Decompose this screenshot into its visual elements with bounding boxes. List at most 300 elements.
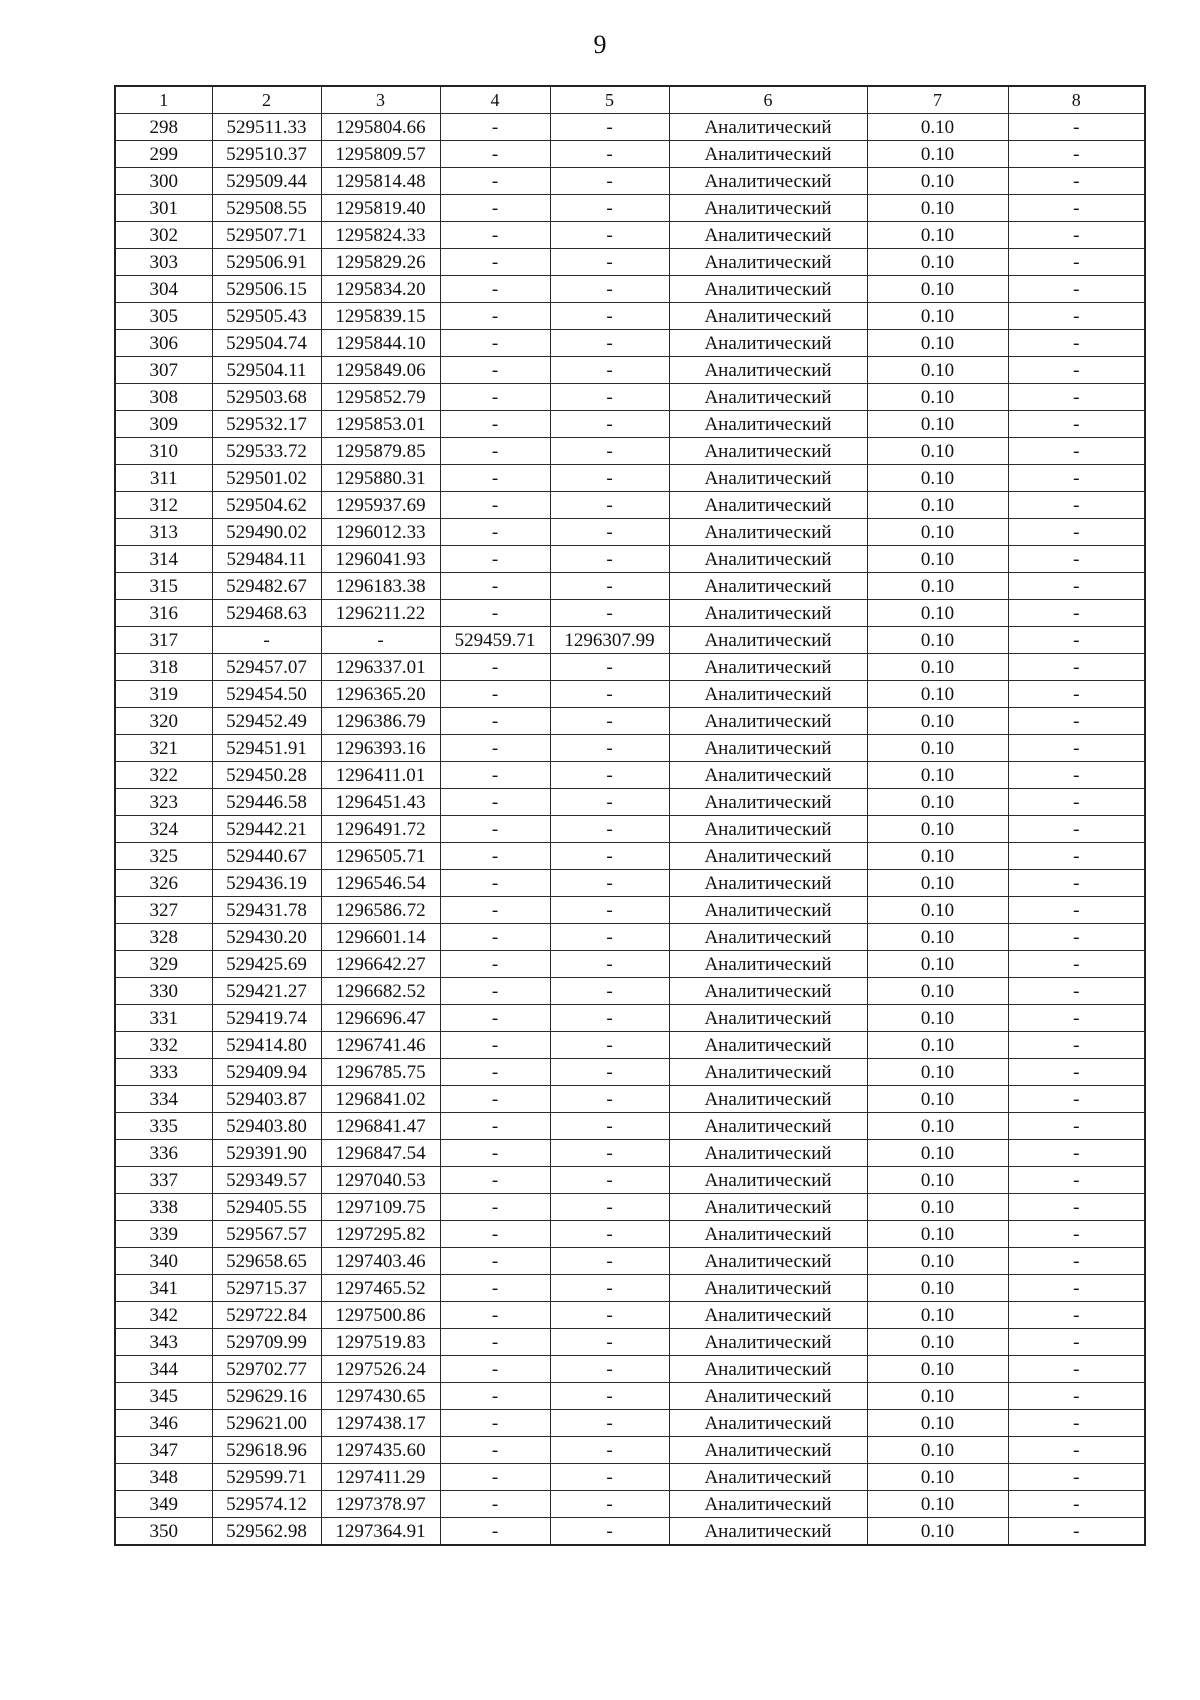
table-cell-col-4: - (440, 438, 550, 465)
table-cell-col-1: 323 (115, 789, 212, 816)
table-cell-col-6: Аналитический (669, 1491, 867, 1518)
table-cell-col-6: Аналитический (669, 492, 867, 519)
table-cell-col-6: Аналитический (669, 762, 867, 789)
table-cell-col-2: 529709.99 (212, 1329, 321, 1356)
table-cell-col-6: Аналитический (669, 411, 867, 438)
table-cell-col-1: 326 (115, 870, 212, 897)
table-cell-col-5: - (550, 1194, 669, 1221)
table-cell-col-3: 1296601.14 (321, 924, 440, 951)
table-cell-col-5: - (550, 222, 669, 249)
table-cell-col-3: 1296642.27 (321, 951, 440, 978)
table-cell-col-8: - (1008, 384, 1145, 411)
table-cell-col-1: 314 (115, 546, 212, 573)
table-cell-col-5: - (550, 357, 669, 384)
table-cell-col-5: - (550, 303, 669, 330)
table-cell-col-4: - (440, 924, 550, 951)
table-cell-col-8: - (1008, 1221, 1145, 1248)
table-cell-col-8: - (1008, 141, 1145, 168)
table-cell-col-6: Аналитический (669, 465, 867, 492)
table-cell-col-7: 0.10 (867, 546, 1008, 573)
table-row (115, 438, 1145, 465)
table-cell-col-6: Аналитический (669, 357, 867, 384)
table-cell-col-4: - (440, 1140, 550, 1167)
table-cell-col-4: - (440, 276, 550, 303)
table-cell-col-3: 1295824.33 (321, 222, 440, 249)
table-cell-col-3: 1297435.60 (321, 1437, 440, 1464)
table-cell-col-6: Аналитический (669, 654, 867, 681)
table-cell-col-3: 1295809.57 (321, 141, 440, 168)
table-cell-col-4: - (440, 1194, 550, 1221)
table-cell-col-6: Аналитический (669, 816, 867, 843)
table-cell-col-2: 529503.68 (212, 384, 321, 411)
table-cell-col-6: Аналитический (669, 1059, 867, 1086)
table-cell-col-7: 0.10 (867, 141, 1008, 168)
table-cell-col-7: 0.10 (867, 1410, 1008, 1437)
table-cell-col-8: - (1008, 978, 1145, 1005)
table-cell-col-8: - (1008, 492, 1145, 519)
table-cell-col-2: 529436.19 (212, 870, 321, 897)
table-cell-col-2: 529490.02 (212, 519, 321, 546)
table-cell-col-2: 529574.12 (212, 1491, 321, 1518)
table-cell-col-6: Аналитический (669, 1113, 867, 1140)
table-cell-col-7: 0.10 (867, 1194, 1008, 1221)
table-row (115, 168, 1145, 195)
table-row (115, 519, 1145, 546)
table-cell-col-2: 529405.55 (212, 1194, 321, 1221)
table-row (115, 843, 1145, 870)
table-cell-col-3: 1295853.01 (321, 411, 440, 438)
table-cell-col-5: - (550, 195, 669, 222)
table-cell-col-4: - (440, 492, 550, 519)
table-row (115, 1437, 1145, 1464)
table-cell-col-6: Аналитический (669, 1518, 867, 1546)
table-cell-col-7: 0.10 (867, 1437, 1008, 1464)
table-cell-col-4: - (440, 168, 550, 195)
table-cell-col-3: 1297295.82 (321, 1221, 440, 1248)
table-cell-col-5: - (550, 438, 669, 465)
table-cell-col-8: - (1008, 654, 1145, 681)
table-cell-col-5: - (550, 276, 669, 303)
table-cell-col-8: - (1008, 924, 1145, 951)
table-cell-col-1: 325 (115, 843, 212, 870)
table-cell-col-8: - (1008, 519, 1145, 546)
table-cell-col-4: - (440, 519, 550, 546)
table-row (115, 114, 1145, 141)
table-cell-col-6: Аналитический (669, 384, 867, 411)
table-row (115, 789, 1145, 816)
table-cell-col-3: 1296696.47 (321, 1005, 440, 1032)
table-cell-col-4: - (440, 1005, 550, 1032)
table-cell-col-2: 529403.80 (212, 1113, 321, 1140)
table-cell-col-5: - (550, 1302, 669, 1329)
table-cell-col-1: 339 (115, 1221, 212, 1248)
coordinates-table (114, 85, 1146, 1546)
table-cell-col-4: - (440, 1167, 550, 1194)
table-cell-col-2: 529425.69 (212, 951, 321, 978)
table-cell-col-2: 529409.94 (212, 1059, 321, 1086)
table-cell-col-1: 336 (115, 1140, 212, 1167)
table-cell-col-7: 0.10 (867, 1221, 1008, 1248)
table-row (115, 870, 1145, 897)
table-cell-col-1: 321 (115, 735, 212, 762)
table-cell-col-5: - (550, 1518, 669, 1546)
table-cell-col-6: Аналитический (669, 978, 867, 1005)
table-cell-col-1: 350 (115, 1518, 212, 1546)
table-cell-col-6: Аналитический (669, 276, 867, 303)
table-cell-col-8: - (1008, 357, 1145, 384)
table-cell-col-2: 529454.50 (212, 681, 321, 708)
table-cell-col-5: - (550, 384, 669, 411)
table-cell-col-1: 300 (115, 168, 212, 195)
table-row (115, 1086, 1145, 1113)
table-row (115, 627, 1145, 654)
table-cell-col-4: - (440, 1518, 550, 1546)
table-row (115, 1518, 1145, 1546)
table-cell-col-7: 0.10 (867, 1302, 1008, 1329)
table-header-row (115, 86, 1145, 114)
table-row (115, 600, 1145, 627)
table-cell-col-3: 1297438.17 (321, 1410, 440, 1437)
column-header-3: 3 (321, 86, 440, 114)
table-cell-col-6: Аналитический (669, 195, 867, 222)
table-cell-col-3: 1296546.54 (321, 870, 440, 897)
table-cell-col-3: 1296211.22 (321, 600, 440, 627)
table-row (115, 357, 1145, 384)
table-cell-col-8: - (1008, 249, 1145, 276)
table-cell-col-7: 0.10 (867, 1167, 1008, 1194)
table-cell-col-4: 529459.71 (440, 627, 550, 654)
column-header-1: 1 (115, 86, 212, 114)
table-cell-col-1: 329 (115, 951, 212, 978)
table-cell-col-5: - (550, 114, 669, 141)
table-cell-col-7: 0.10 (867, 708, 1008, 735)
table-cell-col-6: Аналитический (669, 735, 867, 762)
table-cell-col-6: Аналитический (669, 1221, 867, 1248)
table-row (115, 1356, 1145, 1383)
table-row (115, 546, 1145, 573)
table-row (115, 735, 1145, 762)
table-row (115, 1113, 1145, 1140)
table-cell-col-4: - (440, 1491, 550, 1518)
table-cell-col-1: 317 (115, 627, 212, 654)
table-row (115, 1167, 1145, 1194)
table-cell-col-5: - (550, 546, 669, 573)
table-cell-col-6: Аналитический (669, 222, 867, 249)
table-cell-col-3: 1296337.01 (321, 654, 440, 681)
table-cell-col-8: - (1008, 1248, 1145, 1275)
table-cell-col-5: - (550, 897, 669, 924)
table-cell-col-8: - (1008, 438, 1145, 465)
table-cell-col-4: - (440, 1356, 550, 1383)
table-cell-col-3: 1295937.69 (321, 492, 440, 519)
table-cell-col-5: - (550, 519, 669, 546)
table-cell-col-7: 0.10 (867, 249, 1008, 276)
table-cell-col-3: 1295852.79 (321, 384, 440, 411)
table-cell-col-6: Аналитический (669, 1032, 867, 1059)
table-cell-col-3: 1295834.20 (321, 276, 440, 303)
table-cell-col-5: - (550, 249, 669, 276)
table-cell-col-1: 315 (115, 573, 212, 600)
table-cell-col-8: - (1008, 1140, 1145, 1167)
table-cell-col-1: 319 (115, 681, 212, 708)
table-cell-col-7: 0.10 (867, 654, 1008, 681)
table-cell-col-8: - (1008, 1410, 1145, 1437)
table-cell-col-4: - (440, 249, 550, 276)
table-cell-col-4: - (440, 1248, 550, 1275)
table-cell-col-1: 347 (115, 1437, 212, 1464)
table-cell-col-2: 529504.74 (212, 330, 321, 357)
table-cell-col-6: Аналитический (669, 600, 867, 627)
table-cell-col-4: - (440, 897, 550, 924)
table-cell-col-1: 306 (115, 330, 212, 357)
table-row (115, 897, 1145, 924)
table-cell-col-4: - (440, 195, 550, 222)
table-cell-col-6: Аналитический (669, 789, 867, 816)
table-cell-col-2: 529457.07 (212, 654, 321, 681)
table-cell-col-1: 307 (115, 357, 212, 384)
table-cell-col-8: - (1008, 573, 1145, 600)
table-cell-col-3: 1296847.54 (321, 1140, 440, 1167)
table-body (115, 114, 1145, 1546)
table-cell-col-2: 529431.78 (212, 897, 321, 924)
table-row (115, 465, 1145, 492)
table-cell-col-5: - (550, 1491, 669, 1518)
table-cell-col-2: 529442.21 (212, 816, 321, 843)
table-row (115, 1059, 1145, 1086)
table-cell-col-4: - (440, 114, 550, 141)
page-number: 9 (593, 30, 607, 59)
column-header-7: 7 (867, 86, 1008, 114)
table-cell-col-6: Аналитический (669, 1410, 867, 1437)
table-cell-col-8: - (1008, 195, 1145, 222)
table-cell-col-1: 301 (115, 195, 212, 222)
table-cell-col-1: 346 (115, 1410, 212, 1437)
table-cell-col-1: 313 (115, 519, 212, 546)
table-cell-col-4: - (440, 870, 550, 897)
table-cell-col-2: 529484.11 (212, 546, 321, 573)
table-cell-col-8: - (1008, 114, 1145, 141)
column-header-4: 4 (440, 86, 550, 114)
table-row (115, 1275, 1145, 1302)
table-cell-col-7: 0.10 (867, 1059, 1008, 1086)
table-cell-col-7: 0.10 (867, 303, 1008, 330)
table-cell-col-6: Аналитический (669, 1086, 867, 1113)
table-cell-col-4: - (440, 465, 550, 492)
table-cell-col-4: - (440, 1410, 550, 1437)
table-cell-col-6: Аналитический (669, 870, 867, 897)
table-cell-col-8: - (1008, 546, 1145, 573)
table-cell-col-7: 0.10 (867, 1113, 1008, 1140)
table-row (115, 492, 1145, 519)
table-cell-col-8: - (1008, 627, 1145, 654)
table-row (115, 1032, 1145, 1059)
table-cell-col-7: 0.10 (867, 816, 1008, 843)
table-cell-col-5: - (550, 168, 669, 195)
table-cell-col-5: - (550, 141, 669, 168)
table-cell-col-6: Аналитический (669, 330, 867, 357)
table-row (115, 978, 1145, 1005)
table-cell-col-6: Аналитический (669, 1140, 867, 1167)
table-cell-col-4: - (440, 1383, 550, 1410)
table-cell-col-6: Аналитический (669, 1302, 867, 1329)
table-cell-col-7: 0.10 (867, 627, 1008, 654)
table-cell-col-2: - (212, 627, 321, 654)
table-cell-col-1: 305 (115, 303, 212, 330)
table-cell-col-6: Аналитический (669, 1167, 867, 1194)
table-cell-col-7: 0.10 (867, 573, 1008, 600)
table-cell-col-2: 529451.91 (212, 735, 321, 762)
table-cell-col-2: 529567.57 (212, 1221, 321, 1248)
table-cell-col-8: - (1008, 1329, 1145, 1356)
column-header-2: 2 (212, 86, 321, 114)
table-cell-col-4: - (440, 303, 550, 330)
table-cell-col-7: 0.10 (867, 465, 1008, 492)
table-cell-col-8: - (1008, 735, 1145, 762)
table-cell-col-2: 529562.98 (212, 1518, 321, 1546)
table-cell-col-3: 1295880.31 (321, 465, 440, 492)
table-row (115, 195, 1145, 222)
table-cell-col-2: 529715.37 (212, 1275, 321, 1302)
table-cell-col-6: Аналитический (669, 249, 867, 276)
table-cell-col-4: - (440, 1329, 550, 1356)
table-cell-col-1: 344 (115, 1356, 212, 1383)
table-cell-col-1: 345 (115, 1383, 212, 1410)
table-cell-col-8: - (1008, 816, 1145, 843)
table-cell-col-7: 0.10 (867, 330, 1008, 357)
table-cell-col-1: 330 (115, 978, 212, 1005)
table-cell-col-3: 1297526.24 (321, 1356, 440, 1383)
table-cell-col-5: - (550, 1005, 669, 1032)
table-cell-col-3: 1296183.38 (321, 573, 440, 600)
table-cell-col-1: 299 (115, 141, 212, 168)
table-row (115, 1383, 1145, 1410)
table-row (115, 1005, 1145, 1032)
table-cell-col-2: 529504.62 (212, 492, 321, 519)
table-cell-col-5: - (550, 951, 669, 978)
table-cell-col-7: 0.10 (867, 1491, 1008, 1518)
table-row (115, 411, 1145, 438)
table-cell-col-7: 0.10 (867, 1248, 1008, 1275)
table-cell-col-8: - (1008, 465, 1145, 492)
table-cell-col-1: 304 (115, 276, 212, 303)
table-cell-col-8: - (1008, 1059, 1145, 1086)
table-cell-col-2: 529722.84 (212, 1302, 321, 1329)
table-cell-col-5: - (550, 1032, 669, 1059)
table-cell-col-6: Аналитический (669, 843, 867, 870)
table-cell-col-5: - (550, 654, 669, 681)
table-cell-col-3: 1296365.20 (321, 681, 440, 708)
table-row (115, 1140, 1145, 1167)
table-row (115, 1302, 1145, 1329)
table-cell-col-7: 0.10 (867, 1140, 1008, 1167)
table-cell-col-4: - (440, 1437, 550, 1464)
table-cell-col-8: - (1008, 708, 1145, 735)
table-cell-col-7: 0.10 (867, 276, 1008, 303)
table-cell-col-6: Аналитический (669, 627, 867, 654)
table-cell-col-3: 1296411.01 (321, 762, 440, 789)
table-cell-col-7: 0.10 (867, 600, 1008, 627)
table-cell-col-8: - (1008, 303, 1145, 330)
table-cell-col-2: 529702.77 (212, 1356, 321, 1383)
table-cell-col-1: 349 (115, 1491, 212, 1518)
table-cell-col-2: 529501.02 (212, 465, 321, 492)
table-cell-col-5: - (550, 1437, 669, 1464)
column-header-5: 5 (550, 86, 669, 114)
table-cell-col-2: 529440.67 (212, 843, 321, 870)
table-cell-col-6: Аналитический (669, 168, 867, 195)
table-cell-col-8: - (1008, 1194, 1145, 1221)
table-cell-col-6: Аналитический (669, 1464, 867, 1491)
table-cell-col-2: 529532.17 (212, 411, 321, 438)
table-row (115, 816, 1145, 843)
table-cell-col-4: - (440, 357, 550, 384)
table-cell-col-3: 1295819.40 (321, 195, 440, 222)
table-cell-col-8: - (1008, 1167, 1145, 1194)
table-row (115, 681, 1145, 708)
table-cell-col-2: 529504.11 (212, 357, 321, 384)
table-cell-col-8: - (1008, 276, 1145, 303)
table-cell-col-5: - (550, 465, 669, 492)
table-cell-col-8: - (1008, 1275, 1145, 1302)
table-cell-col-7: 0.10 (867, 843, 1008, 870)
table-cell-col-3: 1296586.72 (321, 897, 440, 924)
table-cell-col-5: - (550, 789, 669, 816)
table-cell-col-5: - (550, 816, 669, 843)
table-cell-col-4: - (440, 222, 550, 249)
table-cell-col-7: 0.10 (867, 114, 1008, 141)
table-cell-col-2: 529450.28 (212, 762, 321, 789)
table-cell-col-6: Аналитический (669, 924, 867, 951)
table-cell-col-8: - (1008, 1383, 1145, 1410)
table-cell-col-1: 331 (115, 1005, 212, 1032)
table-cell-col-1: 312 (115, 492, 212, 519)
table-row (115, 1194, 1145, 1221)
table-cell-col-1: 320 (115, 708, 212, 735)
table-cell-col-3: 1297403.46 (321, 1248, 440, 1275)
table-cell-col-3: 1297040.53 (321, 1167, 440, 1194)
table-cell-col-3: 1296012.33 (321, 519, 440, 546)
table-cell-col-6: Аналитический (669, 1329, 867, 1356)
table-cell-col-3: 1296682.52 (321, 978, 440, 1005)
table-cell-col-4: - (440, 843, 550, 870)
column-header-6: 6 (669, 86, 867, 114)
table-cell-col-8: - (1008, 222, 1145, 249)
table-cell-col-6: Аналитический (669, 1248, 867, 1275)
table-cell-col-8: - (1008, 897, 1145, 924)
table-cell-col-1: 328 (115, 924, 212, 951)
table-cell-col-5: - (550, 843, 669, 870)
table-cell-col-2: 529506.91 (212, 249, 321, 276)
table-cell-col-8: - (1008, 870, 1145, 897)
table-cell-col-5: - (550, 1221, 669, 1248)
table-cell-col-7: 0.10 (867, 1518, 1008, 1546)
table-cell-col-8: - (1008, 1005, 1145, 1032)
table-row (115, 924, 1145, 951)
table-cell-col-3: 1297109.75 (321, 1194, 440, 1221)
table-cell-col-8: - (1008, 411, 1145, 438)
table-cell-col-4: - (440, 330, 550, 357)
table-row (115, 141, 1145, 168)
table-cell-col-4: - (440, 573, 550, 600)
table-cell-col-1: 338 (115, 1194, 212, 1221)
table-cell-col-4: - (440, 978, 550, 1005)
table-cell-col-5: - (550, 708, 669, 735)
table-cell-col-2: 529658.65 (212, 1248, 321, 1275)
table-cell-col-3: 1297378.97 (321, 1491, 440, 1518)
table-cell-col-1: 316 (115, 600, 212, 627)
table-row (115, 249, 1145, 276)
table-cell-col-7: 0.10 (867, 519, 1008, 546)
